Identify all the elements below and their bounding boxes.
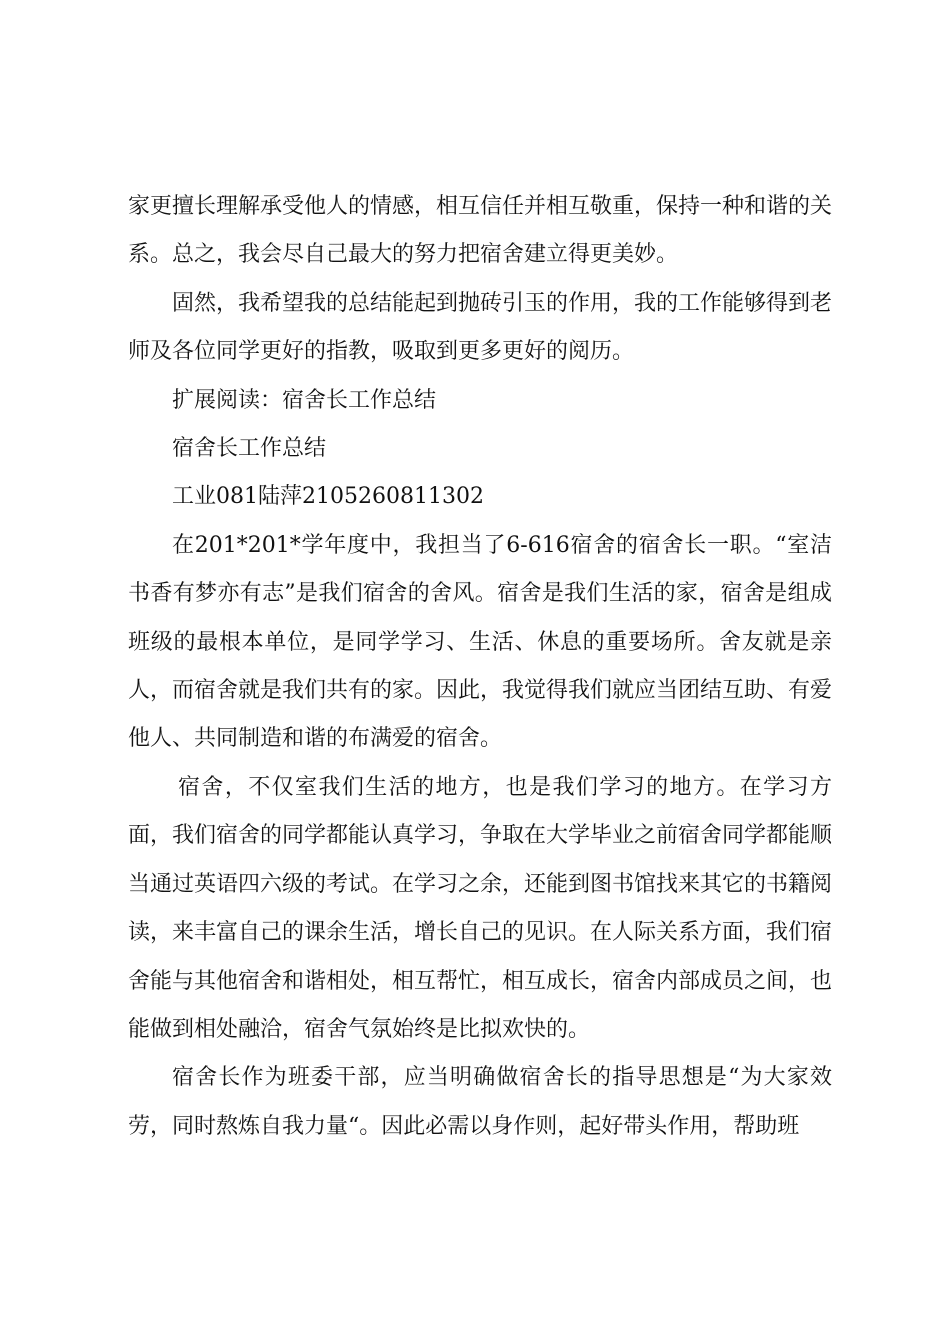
paragraph-intro: 在201*201*学年度中，我担当了6-616宿舍的宿舍长一职。“室洁书香有梦亦有志”是我们宿舍的舍风。宿舍是我们生活的家，宿舍是组成班级的最根本单位，是同学学习、生活、休息的重要场所。舍友就是亲人，而宿舍就是我们共有的家。因此，我觉得我们就应当团结互助、有爱他人、共同制造和谐的布满爱的宿舍。 [128, 532, 833, 752]
paragraph-study-life: 宿舍，不仅室我们生活的地方，也是我们学习的地方。在学习方面，我们宿舍的同学都能认真学习，争取在大学毕业之前宿舍同学都能顺当通过英语四六级的考试。在学习之余，还能到图书馆找来其它的书籍阅读，来丰富自己的课余生活，增长自己的见识。在人际关系方面，我们宿舍能与其他宿舍和谐相处，相互帮忙，相互成长，宿舍内部成员之间，也能做到相处融洽，宿舍气氛始终是比拟欢快的。 [128, 774, 833, 1042]
paragraph-role: 宿舍长作为班委干部，应当明确做宿舍长的指导思想是“为大家效劳，同时熬炼自我力量“。因此必需以身作则，起好带头作用，帮助班 [128, 1065, 832, 1139]
paragraph-continuation: 家更擅长理解承受他人的情感，相互信任并相互敬重，保持一种和谐的关系。总之，我会尽自己最大的努力把宿舍建立得更美妙。 [128, 194, 833, 268]
document-body [128, 183, 832, 1151]
paragraph-closing: 固然，我希望我的总结能起到抛砖引玉的作用，我的工作能够得到老师及各位同学更好的指教，吸取到更多更好的阅历。 [128, 290, 833, 365]
extended-reading-heading: 扩展阅读：宿舍长工作总结 [172, 387, 437, 413]
author-line: 工业081陆萍2105260811302 [172, 484, 484, 510]
article-title: 宿舍长工作总结 [172, 436, 327, 462]
